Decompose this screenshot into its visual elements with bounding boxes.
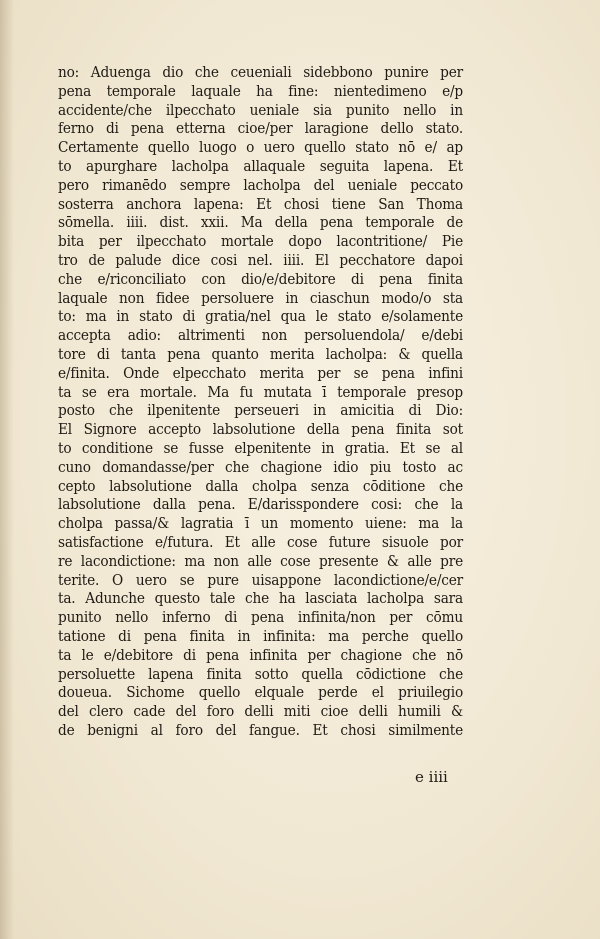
text-line: pero rimanēdo sempre lacholpa del ueniale peccato (58, 175, 463, 194)
text-line: El Signore accepto labsolutione della pena finita sot (58, 420, 463, 439)
text-line: satisfactione e/futura. Et alle cose future sisuole por (58, 532, 463, 551)
text-line: cepto labsolutione dalla cholpa senza cōditione che (58, 476, 463, 495)
text-line: doueua. Sichome quello elquale perde el priuilegio (58, 683, 463, 702)
text-line: re lacondictione: ma non alle cose presente & alle pre (58, 551, 463, 570)
text-line: no: Aduenga dio che ceueniali sidebbono punire per (58, 63, 463, 81)
text-line: ta se era mortale. Ma fu mutata ī temporale presop (58, 382, 463, 401)
signature-mark: e iiii (415, 768, 448, 786)
text-line: to: ma in stato di gratia/nel qua le stato e/solamente (58, 307, 463, 326)
text-line: to apurghare lacholpa allaquale seguita lapena. Et (58, 156, 463, 175)
text-line: bita per ilpecchato mortale dopo lacontritione/ Pie (58, 232, 463, 251)
page-gutter-shadow (0, 0, 14, 939)
text-line: accepta adio: altrimenti non persoluendola/ e/debi (58, 326, 463, 345)
text-line: cholpa passa/& lagratia ī un momento uiene: ma la (58, 514, 463, 533)
text-line: tro de palude dice cosi nel. iiii. El pecchatore dapoi (58, 250, 463, 269)
text-line: punito nello inferno di pena infinita/non per cōmu (58, 608, 463, 627)
text-line: Certamente quello luogo o uero quello stato nō e/ ap (58, 138, 463, 157)
text-line: tatione di pena finita in infinita: ma perche quello (58, 626, 463, 645)
text-line: to conditione se fusse elpenitente in gratia. Et se al (58, 438, 463, 457)
text-line: sosterra anchora lapena: Et chosi tiene San Thoma (58, 194, 463, 213)
text-line: del clero cade del foro delli miti cioe delli humili & (58, 702, 463, 721)
text-line: cuno domandasse/per che chagione idio piu tosto ac (58, 457, 463, 476)
text-line: ta le e/debitore di pena infinita per chagione che nō (58, 645, 463, 664)
text-line: terite. O uero se pure uisappone lacondictione/e/cer (58, 570, 463, 589)
text-line: labsolutione dalla pena. E/darisspondere cosi: che la (58, 495, 463, 514)
text-line: persoluette lapena finita sotto quella cōdictione che (58, 664, 463, 683)
text-line: e/finita. Onde elpecchato merita per se pena infini (58, 363, 463, 382)
text-line: ferno di pena etterna cioe/per laragione dello stato. (58, 119, 463, 138)
text-line: laquale non fidee persoluere in ciaschun modo/o sta (58, 288, 463, 307)
text-column (58, 63, 463, 740)
text-line: che e/riconciliato con dio/e/debitore di pena finita (58, 269, 463, 288)
text-line: tore di tanta pena quanto merita lacholpa: & quella (58, 344, 463, 363)
text-line: accidente/che ilpecchato ueniale sia punito nello in (58, 100, 463, 119)
text-line: pena temporale laquale ha fine: nientedimeno e/p (58, 81, 463, 100)
text-line: posto che ilpenitente perseueri in amicitia di Dio: (58, 401, 463, 420)
text-line: de benigni al foro del fangue. Et chosi similmente (58, 720, 463, 739)
text-line: sōmella. iiii. dist. xxii. Ma della pena temporale de (58, 213, 463, 232)
text-line: ta. Adunche questo tale che ha lasciata lacholpa sara (58, 589, 463, 608)
